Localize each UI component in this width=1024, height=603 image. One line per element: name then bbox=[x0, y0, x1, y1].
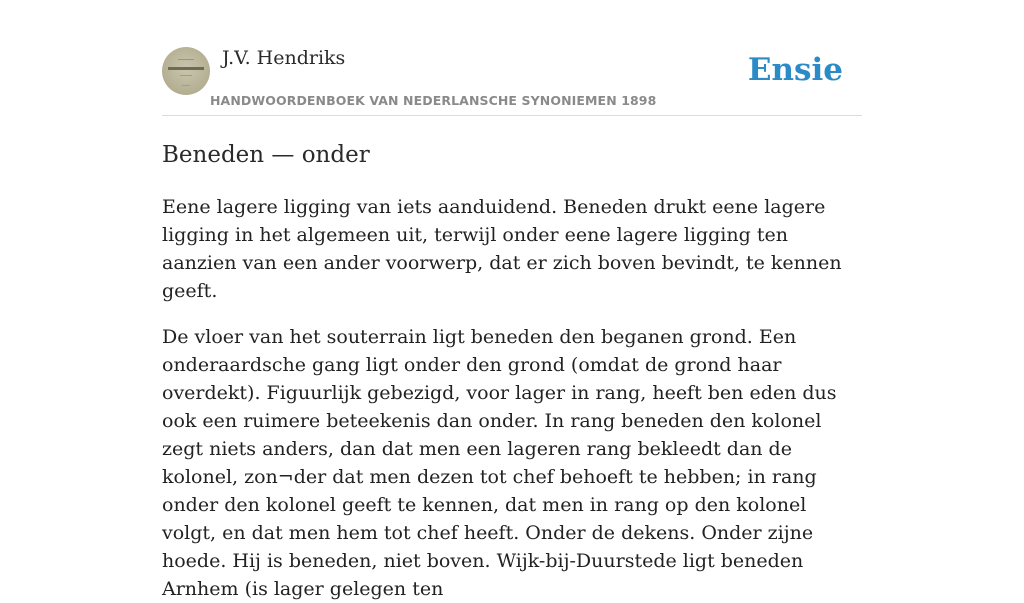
cover-line-decoration bbox=[178, 59, 194, 60]
article-title: Beneden — onder bbox=[162, 142, 370, 168]
source-title[interactable]: HANDWOORDENBOEK VAN NEDERLANSCHE SYNONIEMEN 1898 bbox=[210, 93, 657, 108]
cover-line-decoration bbox=[182, 85, 190, 86]
header bbox=[162, 0, 862, 116]
author-name[interactable]: J.V. Hendriks bbox=[222, 47, 346, 69]
ensie-logo[interactable]: Ensie bbox=[747, 52, 843, 88]
article-paragraph: De vloer van het souterrain ligt beneden den beganen grond. Een onderaardsche gang ligt onder den grond (omdat de grond haar overdekt). Figuurlijk gebezigd, voor lager in rang, heeft ben eden dus ook een ruimere beteekenis dan onder. In rang beneden den kolonel zegt niets anders, dan dat men een lageren rang bekleedt dan de kolonel, zon¬der dat men dezen tot chef behoeft te hebben; in rang onder den kolonel geeft te kennen, dat men in rang op den kolonel volgt, en dat men hem tot chef heeft. Onder de dekens. Onder zijne hoede. Hij is beneden, niet boven. Wijk-bij-Duurstede ligt beneden Arnhem (is lager gelegen ten bbox=[162, 326, 837, 600]
cover-title-decoration bbox=[168, 67, 204, 70]
page-container bbox=[162, 0, 862, 603]
article-paragraph: Eene lagere ligging van iets aanduidend. Beneden drukt eene lagere ligging in het algemeen uit, terwijl onder eene lagere ligging ten aanzien van een ander voorwerp, dat er zich boven bevindt, te kennen geeft. bbox=[162, 196, 842, 302]
book-cover-avatar[interactable] bbox=[162, 47, 210, 95]
cover-line-decoration bbox=[180, 75, 192, 76]
